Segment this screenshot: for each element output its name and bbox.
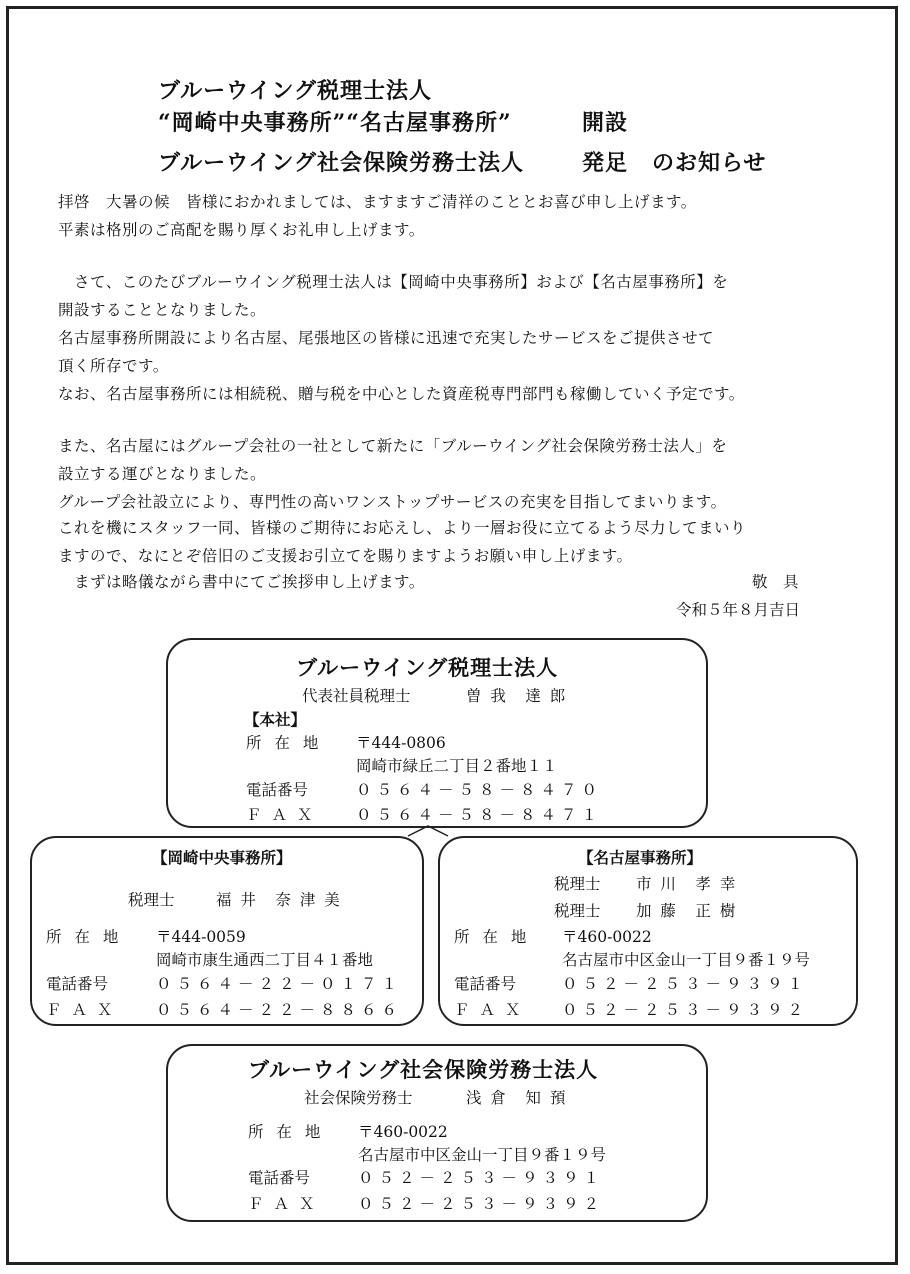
nagoya-fax: ０５２－２５３－９３９２: [562, 1001, 809, 1019]
okazaki-address: 岡崎市康生通西二丁目４１番地: [156, 951, 374, 969]
okazaki-fax: ０５６４－２２－８８６６: [156, 1001, 403, 1019]
nagoya-staff-2-title: 税理士: [554, 902, 601, 920]
nagoya-phone: ０５２－２５３－９３９１: [562, 975, 809, 993]
title-line-3-corp: ブルーウイング社会保険労務士法人: [158, 150, 525, 176]
sr-address: 名古屋市中区金山一丁目９番１９号: [358, 1146, 607, 1164]
nagoya-staff-1-name: 市 川 孝 幸: [636, 875, 738, 893]
title-line-3-notice: のお知らせ: [652, 150, 767, 176]
hq-rep-name: 曽 我 達 郎: [466, 687, 568, 705]
body-line: これを機にスタッフ一同、皆様のご期待にお応えし、より一層お役に立てるよう尽力してまいり: [58, 519, 747, 537]
body-line: 開設することとなりました。: [58, 301, 267, 319]
hq-fax: ０５６４－５８－８４７１: [356, 806, 603, 824]
sr-fax-label: ＦＡＸ: [248, 1195, 325, 1213]
hq-postal: 〒444-0806: [356, 734, 446, 752]
hq-phone: ０５６４－５８－８４７０: [356, 781, 603, 799]
sr-staff-title: 社会保険労務士: [304, 1089, 413, 1107]
okazaki-address-label: 所 在 地: [46, 928, 123, 946]
body-line: グループ会社設立により、専門性の高いワンストップサービスの充実を目指してまいります。: [58, 493, 727, 511]
sr-postal: 〒460-0022: [358, 1123, 448, 1141]
hq-rep-title: 代表社員税理士: [302, 687, 411, 705]
nagoya-staff-1-title: 税理士: [554, 875, 601, 893]
nagoya-fax-label: ＦＡＸ: [454, 1001, 531, 1019]
closing-keigu: 敬 具: [752, 573, 799, 591]
hq-fax-label: ＦＡＸ: [246, 806, 323, 824]
hq-section-label: 【本社】: [244, 710, 307, 729]
sr-fax: ０５２－２５３－９３９２: [358, 1195, 605, 1213]
okazaki-name: 【岡崎中央事務所】: [152, 848, 292, 867]
nagoya-phone-label: 電話番号: [454, 975, 517, 993]
okazaki-postal: 〒444-0059: [156, 928, 246, 946]
nagoya-postal: 〒460-0022: [562, 928, 652, 946]
sr-address-label: 所 在 地: [248, 1123, 325, 1141]
okazaki-staff-name: 福 井 奈 津 美: [216, 891, 342, 909]
title-line-1: ブルーウイング税理士法人: [158, 78, 433, 104]
sr-phone: ０５２－２５３－９３９１: [358, 1169, 605, 1187]
body-line: 名古屋事務所開設により名古屋、尾張地区の皆様に迅速で充実したサービスをご提供させて: [58, 329, 715, 347]
body-line: なお、名古屋事務所には相続税、贈与税を中心とした資産税専門部門も稼働していく予定です。: [58, 385, 745, 403]
hq-name: ブルーウイング税理士法人: [296, 655, 559, 680]
title-line-2-offices: “岡崎中央事務所”“名古屋事務所”: [158, 110, 512, 136]
body-line: 設立する運びとなりました。: [58, 465, 267, 483]
hq-address: 岡崎市緑丘二丁目２番地１１: [356, 757, 558, 775]
body-line: 平素は格別のご高配を賜り厚くお礼申し上げます。: [58, 221, 425, 239]
okazaki-phone-label: 電話番号: [46, 975, 109, 993]
nagoya-staff-2-name: 加 藤 正 樹: [636, 902, 738, 920]
body-line: さて、このたびブルーウイング税理士法人は【岡崎中央事務所】および【名古屋事務所】を: [58, 273, 729, 291]
sr-name: ブルーウイング社会保険労務士法人: [248, 1057, 599, 1082]
body-line: また、名古屋にはグループ会社の一社として新たに「ブルーウイング社会保険労務士法人」を: [58, 437, 728, 455]
body-line: ますので、なにとぞ倍旧のご支援お引立てを賜りますようお願い申し上げます。: [58, 547, 633, 565]
letter-date: 令和５年８月吉日: [676, 601, 801, 619]
body-line: 頂く所存です。: [58, 357, 169, 375]
sr-phone-label: 電話番号: [248, 1169, 311, 1187]
title-line-3-launch: 発足: [582, 150, 629, 176]
title-line-2-open: 開設: [582, 110, 629, 136]
hq-phone-label: 電話番号: [246, 781, 309, 799]
okazaki-phone: ０５６４－２２－０１７１: [156, 975, 403, 993]
body-line: まずは略儀ながら書中にてご挨拶申し上げます。: [58, 573, 425, 591]
nagoya-name: 【名古屋事務所】: [578, 848, 703, 867]
okazaki-fax-label: ＦＡＸ: [46, 1001, 123, 1019]
nagoya-address: 名古屋市中区金山一丁目９番１９号: [562, 951, 811, 969]
nagoya-address-label: 所 在 地: [454, 928, 531, 946]
sr-staff-name: 浅 倉 知 預: [466, 1089, 568, 1107]
hq-address-label: 所 在 地: [246, 734, 323, 752]
body-line: 拝啓 大暑の候 皆様におかれましては、ますますご清祥のこととお喜び申し上げます。: [58, 193, 697, 211]
okazaki-staff-title: 税理士: [128, 891, 175, 909]
